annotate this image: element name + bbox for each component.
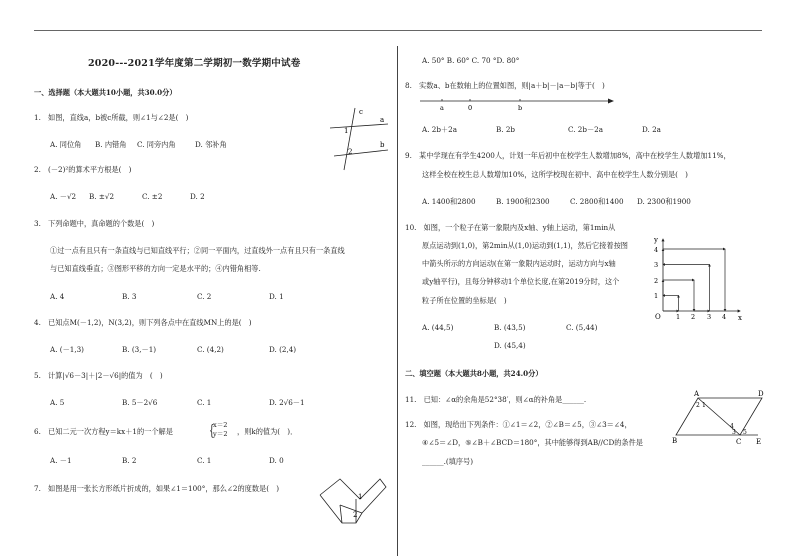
- q12-parallelogram-figure: [670, 390, 770, 450]
- q6-stem-part1: 6. 已知二元一次方程y＝kx＋1的一个解是: [34, 427, 173, 436]
- q12-fig-angle-4: 4: [730, 423, 734, 430]
- q10-fig-xtick-1: 1: [676, 313, 681, 321]
- q8-stem: 8. 实数a、b在数轴上的位置如图，则|a＋b|－|a－b|等于( ): [405, 81, 605, 90]
- q12-fig-angle-1: 1: [702, 402, 706, 409]
- q6-option-b: B. 2: [122, 456, 137, 465]
- q8-axis-label-a: a: [440, 104, 444, 112]
- q6-option-d: D. 0: [269, 456, 284, 465]
- q8-number-line: [420, 96, 620, 112]
- q10-option-a: A. (44,5): [422, 323, 454, 332]
- q10-fig-xtick-3: 3: [707, 313, 712, 321]
- q3-body-line1: ①过一点有且只有一条直线与已知直线平行；②同一平面内，过直线外一点有且只有一条直线: [50, 246, 345, 255]
- section-fill-heading: 二、填空题（本大题共8小题，共24.0分）: [405, 369, 543, 378]
- q3-option-d: D. 1: [269, 292, 284, 301]
- q7-figure: [318, 473, 388, 533]
- q2-option-a: A. －√2: [50, 192, 77, 201]
- q3-option-c: C. 2: [197, 292, 212, 301]
- q3-body-line2: 与已知直线垂直；③图形平移的方向一定是水平的；④内错角相等.: [50, 264, 261, 273]
- q6-system-line2: y＝2: [213, 430, 228, 438]
- q10-fig-x-label: x: [738, 314, 742, 322]
- q7-fig-label-1: 1: [358, 493, 363, 501]
- q10-option-b: B. (43,5): [494, 323, 526, 332]
- q12-fig-label-A: A: [694, 390, 700, 398]
- q1-option-c: C. 同旁内角: [137, 140, 176, 149]
- q10-fig-xtick-4: 4: [722, 313, 727, 321]
- q10-option-c: C. (5,44): [566, 323, 598, 332]
- q10-fig-origin: O: [655, 313, 661, 321]
- q9-line1: 9. 某中学现在有学生4200人，计划一年后初中在校学生人数增加8%，高中在校学生人数增加11%，: [405, 151, 731, 160]
- q3-option-a: A. 4: [50, 292, 65, 301]
- q6-stem-part2: ，则k的值为( )．: [237, 427, 298, 436]
- q5-option-c: C. 1: [197, 398, 212, 407]
- q10-fig-ytick-4: 4: [654, 246, 659, 254]
- q6-option-c: C. 1: [197, 456, 212, 465]
- q10-line5: 粒子所在位置的坐标是( ): [422, 296, 507, 305]
- q12-fig-angle-2: 2: [696, 402, 700, 409]
- q7-stem: 7. 如图是用一张长方形纸片折成的，如果∠1＝100°，那么∠2的度数是( ): [34, 484, 280, 493]
- q10-option-d: D. (45,4): [494, 341, 526, 350]
- q1-option-a: A. 同位角: [50, 140, 82, 149]
- q12-fig-label-E: E: [756, 438, 762, 446]
- q4-stem: 4. 已知点M(－1,2)，N(3,2)，则下列各点中在直线MN上的是( ): [34, 318, 252, 327]
- q8-option-d: D. 2a: [642, 125, 661, 134]
- q8-option-a: A. 2b＋2a: [422, 125, 457, 134]
- q5-option-d: D. 2√6－1: [269, 398, 305, 407]
- q12-fig-angle-3: 3: [732, 429, 736, 436]
- q2-option-c: C. ±2: [142, 192, 163, 201]
- q9-option-c: C. 2800和1400: [570, 197, 624, 206]
- q12-line3: ______.(填序号): [422, 457, 474, 466]
- q1-fig-label-b: b: [380, 141, 385, 149]
- q2-option-b: B. ±√2: [89, 192, 115, 201]
- q10-fig-ytick-2: 2: [654, 277, 659, 285]
- q10-fig-ytick-3: 3: [654, 261, 659, 269]
- q10-fig-y-label: y: [654, 236, 658, 244]
- q5-option-b: B. 5－2√6: [122, 398, 158, 407]
- q7-fig-label-2: 2: [353, 511, 358, 519]
- q6-system-line1: x＝2: [213, 421, 228, 429]
- q8-axis-label-0: 0: [468, 104, 473, 112]
- q9-line2: 这样全校在校生总人数增加10%，这所学校现在初中、高中在校学生人数分别是( ): [422, 170, 688, 179]
- q8-axis-label-b: b: [518, 104, 523, 112]
- top-rule: [34, 30, 762, 31]
- q12-fig-angle-5: 5: [743, 429, 747, 436]
- q10-line4: 或y轴平行)，且每分钟移动1个单位长度,在第2019分时，这个: [422, 277, 620, 286]
- q12-line1: 12. 如图，现给出下列条件：①∠1＝∠2，②∠B＝∠5，③∠3＝∠4，: [405, 420, 632, 429]
- q1-fig-label-c: c: [359, 108, 363, 116]
- q6-brace: {: [208, 421, 215, 439]
- q8-option-c: C. 2b－2a: [568, 125, 604, 134]
- q2-option-d: D. 2: [190, 192, 205, 201]
- q4-option-c: C. (4,2): [197, 345, 224, 354]
- q5-stem: 5. 计算|√6－3|＋|2－√6|的值为 ( ): [34, 371, 163, 380]
- q12-fig-label-B: B: [672, 437, 678, 445]
- q1-stem: 1. 如图，直线a，b被c所截，则∠1与∠2是( ): [34, 113, 189, 122]
- q10-line2: 原点运动到(1,0)，第2min从(1,0)运动到(1,1)，然后它接着按图: [422, 241, 628, 250]
- q3-stem: 3. 下列命题中，真命题的个数是( ): [34, 219, 155, 228]
- q8-option-b: B. 2b: [496, 125, 516, 134]
- q12-fig-label-D: D: [758, 390, 764, 398]
- q10-fig-xtick-2: 2: [691, 313, 696, 321]
- q10-line1: 10. 如图，一个粒子在第一象限内及x轴、y轴上运动，第1min从: [405, 223, 616, 232]
- column-divider: [397, 46, 398, 556]
- q1-figure: [330, 104, 390, 174]
- q4-option-a: A. (－1,3): [50, 345, 84, 354]
- q10-path-figure: [650, 233, 750, 323]
- q1-option-b: B. 内错角: [95, 140, 127, 149]
- q4-option-b: B. (3,－1): [122, 345, 157, 354]
- q5-option-a: A. 5: [50, 398, 65, 407]
- q3-option-b: B. 3: [122, 292, 137, 301]
- q10-line3: 中箭头所示的方向运动(在第一象限内运动时，运动方向与x轴: [422, 259, 616, 268]
- q12-fig-label-C: C: [736, 438, 742, 446]
- q1-fig-label-1: 1: [344, 127, 349, 135]
- q1-option-d: D. 邻补角: [195, 140, 227, 149]
- q10-fig-ytick-1: 1: [654, 292, 659, 300]
- q12-line2: ④∠5＝∠D，⑤∠B＋∠BCD＝180°，其中能够得到AB//CD的条件是: [422, 438, 643, 447]
- q2-stem: 2. (－2)²的算术平方根是( ): [34, 165, 132, 174]
- exam-title: 2020---2021学年度第二学期初一数学期中试卷: [88, 58, 301, 69]
- q7-options: A. 50° B. 60° C. 70 °D. 80°: [422, 56, 520, 65]
- q9-option-b: B. 1900和2300: [496, 197, 550, 206]
- q1-fig-label-a: a: [380, 116, 385, 124]
- q6-option-a: A. －1: [50, 456, 72, 465]
- q1-fig-label-2: 2: [348, 148, 353, 156]
- q4-option-d: D. (2,4): [269, 345, 297, 354]
- q9-option-a: A. 1400和2800: [422, 197, 476, 206]
- q11-stem: 11. 已知：∠α的余角是52°38′，则∠α的补角是______.: [405, 395, 587, 404]
- q9-option-d: D. 2300和1900: [637, 197, 691, 206]
- section-choice-heading: 一、选择题（本大题共10小题，共30.0分）: [34, 88, 177, 97]
